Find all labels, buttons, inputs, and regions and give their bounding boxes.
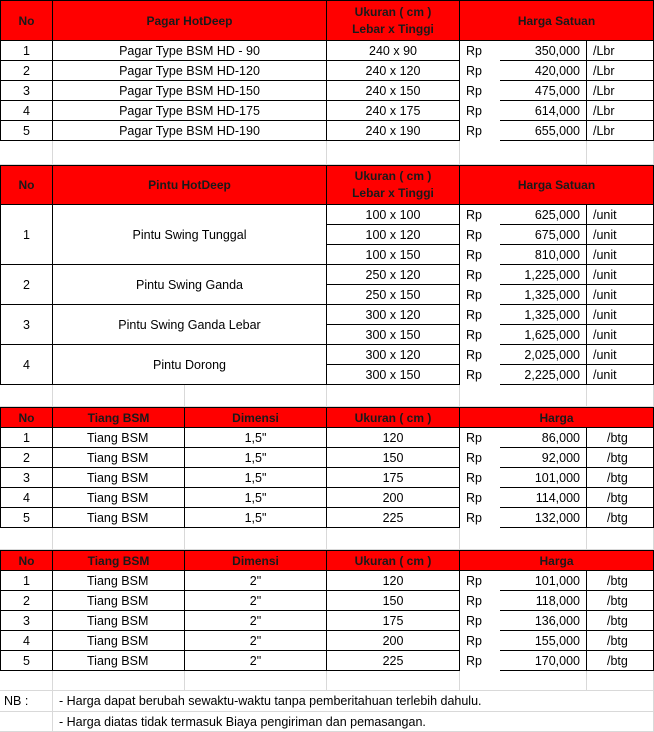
row-unit: /Lbr [587, 121, 654, 141]
row-size: 120 [327, 571, 460, 591]
row-currency: Rp [466, 228, 482, 242]
door-group [0, 305, 654, 345]
row-dimension: 2" [185, 591, 327, 611]
row-currency: Rp [466, 451, 482, 465]
row-size: 240 x 190 [327, 121, 460, 141]
row-currency: Rp [466, 64, 482, 78]
tiang2-header-row [0, 550, 654, 571]
spacer-cell [587, 528, 654, 550]
row-product: Tiang BSM [53, 611, 185, 631]
row-currency: Rp [466, 288, 482, 302]
header-size-line1: Ukuran ( cm ) [354, 4, 432, 19]
row-price: 101,000 [500, 571, 587, 591]
table-row [0, 428, 654, 448]
table-row [0, 631, 654, 651]
row-unit: /unit [587, 285, 654, 305]
row-unit: /unit [587, 225, 654, 245]
header-size-line2: Lebar x Tinggi [352, 186, 434, 200]
group-no: 3 [0, 305, 53, 345]
row-currency: Rp [466, 594, 482, 608]
spacer-cell [185, 528, 327, 550]
door-group [0, 345, 654, 385]
header-size [327, 0, 460, 41]
row-price: 118,000 [500, 591, 587, 611]
row-price: 810,000 [500, 245, 587, 265]
spacer-row [0, 385, 654, 407]
row-product: Tiang BSM [53, 571, 185, 591]
row-unit: /btg [587, 448, 654, 468]
row-dimension: 1,5" [185, 448, 327, 468]
row-product: Pagar Type BSM HD-150 [53, 81, 327, 101]
row-currency: Rp [466, 348, 482, 362]
table-row [0, 305, 654, 325]
header-no: No [0, 550, 53, 571]
spacer-row [0, 671, 654, 691]
row-unit: /unit [587, 365, 654, 385]
row-size: 240 x 175 [327, 101, 460, 121]
row-unit: /Lbr [587, 61, 654, 81]
row-price: 2,225,000 [500, 365, 587, 385]
table-row [0, 488, 654, 508]
row-size: 100 x 150 [327, 245, 460, 265]
header-size-line2: Lebar x Tinggi [352, 21, 434, 36]
spacer-cell [53, 671, 185, 691]
header-price: Harga [460, 407, 654, 428]
row-unit: /Lbr [587, 41, 654, 61]
spacer-cell [460, 671, 587, 691]
row-product: Tiang BSM [53, 488, 185, 508]
row-unit: /unit [587, 305, 654, 325]
row-size: 200 [327, 488, 460, 508]
door-group [0, 265, 654, 305]
row-size: 100 x 120 [327, 225, 460, 245]
row-dimension: 1,5" [185, 468, 327, 488]
table-row [0, 61, 654, 81]
row-currency: Rp [466, 328, 482, 342]
table-row [0, 345, 654, 365]
row-price: 420,000 [500, 61, 587, 81]
row-size: 175 [327, 468, 460, 488]
group-no: 4 [0, 345, 53, 385]
row-size: 250 x 120 [327, 265, 460, 285]
spacer-cell [0, 141, 53, 165]
row-size: 300 x 120 [327, 345, 460, 365]
header-size: Ukuran ( cm ) [327, 407, 460, 428]
row-price: 625,000 [500, 205, 587, 225]
table-row [0, 41, 654, 61]
row-product: Tiang BSM [53, 508, 185, 528]
row-no: 4 [0, 488, 53, 508]
row-unit: /btg [587, 611, 654, 631]
row-price: 614,000 [500, 101, 587, 121]
table-row [0, 611, 654, 631]
row-price: 655,000 [500, 121, 587, 141]
row-currency: Rp [466, 268, 482, 282]
notes-row [0, 712, 654, 732]
spacer-cell [53, 385, 185, 407]
row-price: 1,325,000 [500, 305, 587, 325]
row-price: 86,000 [500, 428, 587, 448]
row-size: 240 x 150 [327, 81, 460, 101]
row-no: 2 [0, 61, 53, 81]
table-row [0, 571, 654, 591]
row-currency: Rp [466, 491, 482, 505]
row-size: 300 x 150 [327, 365, 460, 385]
table-row [0, 121, 654, 141]
table-row [0, 508, 654, 528]
table-row [0, 245, 654, 265]
row-unit: /btg [587, 468, 654, 488]
header-no: No [0, 165, 53, 205]
row-no: 5 [0, 508, 53, 528]
spacer-cell [185, 385, 327, 407]
row-price: 114,000 [500, 488, 587, 508]
row-size: 225 [327, 651, 460, 671]
row-price: 132,000 [500, 508, 587, 528]
pagar-header-row [0, 0, 654, 41]
row-price: 1,625,000 [500, 325, 587, 345]
row-product: Tiang BSM [53, 591, 185, 611]
spacer-row [0, 141, 654, 165]
table-row [0, 81, 654, 101]
row-size: 240 x 120 [327, 61, 460, 81]
row-dimension: 1,5" [185, 488, 327, 508]
row-dimension: 2" [185, 571, 327, 591]
row-product: Tiang BSM [53, 631, 185, 651]
spacer-cell [0, 671, 53, 691]
row-price: 675,000 [500, 225, 587, 245]
spacer-cell [53, 528, 185, 550]
row-no: 3 [0, 468, 53, 488]
spacer-row [0, 528, 654, 550]
header-no: No [0, 407, 53, 428]
spacer-cell [0, 528, 53, 550]
row-unit: /unit [587, 265, 654, 285]
row-price: 1,325,000 [500, 285, 587, 305]
spacer-cell [327, 671, 460, 691]
row-unit: /btg [587, 591, 654, 611]
row-currency: Rp [466, 511, 482, 525]
row-currency: Rp [466, 634, 482, 648]
header-size: Ukuran ( cm ) [327, 550, 460, 571]
row-price: 475,000 [500, 81, 587, 101]
row-price: 136,000 [500, 611, 587, 631]
row-unit: /Lbr [587, 101, 654, 121]
row-no: 4 [0, 101, 53, 121]
row-dimension: 1,5" [185, 508, 327, 528]
spacer-cell [327, 528, 460, 550]
row-size: 150 [327, 591, 460, 611]
row-currency: Rp [466, 104, 482, 118]
group-no: 2 [0, 265, 53, 305]
spacer-cell [460, 141, 587, 165]
row-currency: Rp [466, 308, 482, 322]
row-unit: /unit [587, 325, 654, 345]
row-unit: /btg [587, 508, 654, 528]
row-unit: /unit [587, 205, 654, 225]
row-currency: Rp [466, 248, 482, 262]
row-currency: Rp [466, 124, 482, 138]
row-currency: Rp [466, 368, 482, 382]
note-line: - Harga diatas tidak termasuk Biaya pengiriman dan pemasangan. [53, 712, 654, 732]
row-no: 3 [0, 81, 53, 101]
note-line: - Harga dapat berubah sewaktu-waktu tanpa pemberitahuan terlebih dahulu. [53, 691, 654, 712]
group-product: Pintu Swing Tunggal [53, 205, 327, 265]
row-price: 350,000 [500, 41, 587, 61]
header-price: Harga Satuan [460, 0, 654, 41]
notes-row [0, 691, 654, 712]
row-currency: Rp [466, 471, 482, 485]
spacer-cell [460, 528, 587, 550]
group-product: Pintu Swing Ganda Lebar [53, 305, 327, 345]
header-price: Harga Satuan [460, 165, 654, 205]
row-product: Pagar Type BSM HD-175 [53, 101, 327, 121]
row-currency: Rp [466, 654, 482, 668]
row-product: Tiang BSM [53, 428, 185, 448]
row-price: 170,000 [500, 651, 587, 671]
row-size: 150 [327, 448, 460, 468]
row-product: Pagar Type BSM HD-190 [53, 121, 327, 141]
table-row [0, 651, 654, 671]
row-size: 225 [327, 508, 460, 528]
row-size: 200 [327, 631, 460, 651]
header-product: Tiang BSM [53, 550, 185, 571]
row-product: Tiang BSM [53, 448, 185, 468]
row-size: 120 [327, 428, 460, 448]
row-price: 92,000 [500, 448, 587, 468]
door-group [0, 205, 654, 265]
table-row [0, 468, 654, 488]
row-unit: /btg [587, 631, 654, 651]
row-product: Pagar Type BSM HD-120 [53, 61, 327, 81]
group-product: Pintu Dorong [53, 345, 327, 385]
spacer-cell [587, 385, 654, 407]
spacer-cell [327, 385, 460, 407]
row-size: 250 x 150 [327, 285, 460, 305]
header-price: Harga [460, 550, 654, 571]
row-currency: Rp [466, 431, 482, 445]
row-no: 2 [0, 448, 53, 468]
header-size-line1: Ukuran ( cm ) [354, 169, 432, 183]
row-size: 300 x 150 [327, 325, 460, 345]
table-row [0, 285, 654, 305]
row-no: 4 [0, 631, 53, 651]
table-row [0, 365, 654, 385]
spacer-cell [0, 385, 53, 407]
row-size: 240 x 90 [327, 41, 460, 61]
table-row [0, 448, 654, 468]
row-no: 1 [0, 428, 53, 448]
header-size [327, 165, 460, 205]
pintu-header-row [0, 165, 654, 205]
header-dimension: Dimensi [185, 407, 327, 428]
row-unit: /Lbr [587, 81, 654, 101]
row-dimension: 2" [185, 651, 327, 671]
row-unit: /unit [587, 345, 654, 365]
row-no: 5 [0, 121, 53, 141]
row-price: 101,000 [500, 468, 587, 488]
group-no: 1 [0, 205, 53, 265]
table-row [0, 225, 654, 245]
row-dimension: 2" [185, 611, 327, 631]
spacer-cell [185, 671, 327, 691]
row-currency: Rp [466, 574, 482, 588]
spacer-cell [53, 141, 327, 165]
row-product: Tiang BSM [53, 468, 185, 488]
table-row [0, 325, 654, 345]
header-product: Pagar HotDeep [53, 0, 327, 41]
row-size: 300 x 120 [327, 305, 460, 325]
notes-label: NB : [0, 691, 53, 712]
table-row [0, 205, 654, 225]
row-price: 1,225,000 [500, 265, 587, 285]
header-dimension: Dimensi [185, 550, 327, 571]
notes-spacer [0, 712, 53, 732]
row-product: Pagar Type BSM HD - 90 [53, 41, 327, 61]
row-currency: Rp [466, 44, 482, 58]
row-currency: Rp [466, 84, 482, 98]
row-currency: Rp [466, 614, 482, 628]
row-no: 2 [0, 591, 53, 611]
table-row [0, 591, 654, 611]
header-product: Tiang BSM [53, 407, 185, 428]
table-row [0, 265, 654, 285]
spacer-cell [587, 671, 654, 691]
row-no: 3 [0, 611, 53, 631]
row-no: 5 [0, 651, 53, 671]
row-no: 1 [0, 571, 53, 591]
row-dimension: 2" [185, 631, 327, 651]
spacer-cell [587, 141, 654, 165]
row-product: Tiang BSM [53, 651, 185, 671]
row-currency: Rp [466, 208, 482, 222]
group-product: Pintu Swing Ganda [53, 265, 327, 305]
row-unit: /btg [587, 428, 654, 448]
row-no: 1 [0, 41, 53, 61]
row-size: 175 [327, 611, 460, 631]
row-unit: /btg [587, 488, 654, 508]
table-row [0, 101, 654, 121]
row-price: 2,025,000 [500, 345, 587, 365]
row-unit: /btg [587, 651, 654, 671]
row-size: 100 x 100 [327, 205, 460, 225]
tiang1-header-row [0, 407, 654, 428]
row-dimension: 1,5" [185, 428, 327, 448]
spacer-cell [327, 141, 460, 165]
row-price: 155,000 [500, 631, 587, 651]
spacer-cell [460, 385, 587, 407]
row-unit: /btg [587, 571, 654, 591]
header-no: No [0, 0, 53, 41]
header-product: Pintu HotDeep [53, 165, 327, 205]
row-unit: /unit [587, 245, 654, 265]
